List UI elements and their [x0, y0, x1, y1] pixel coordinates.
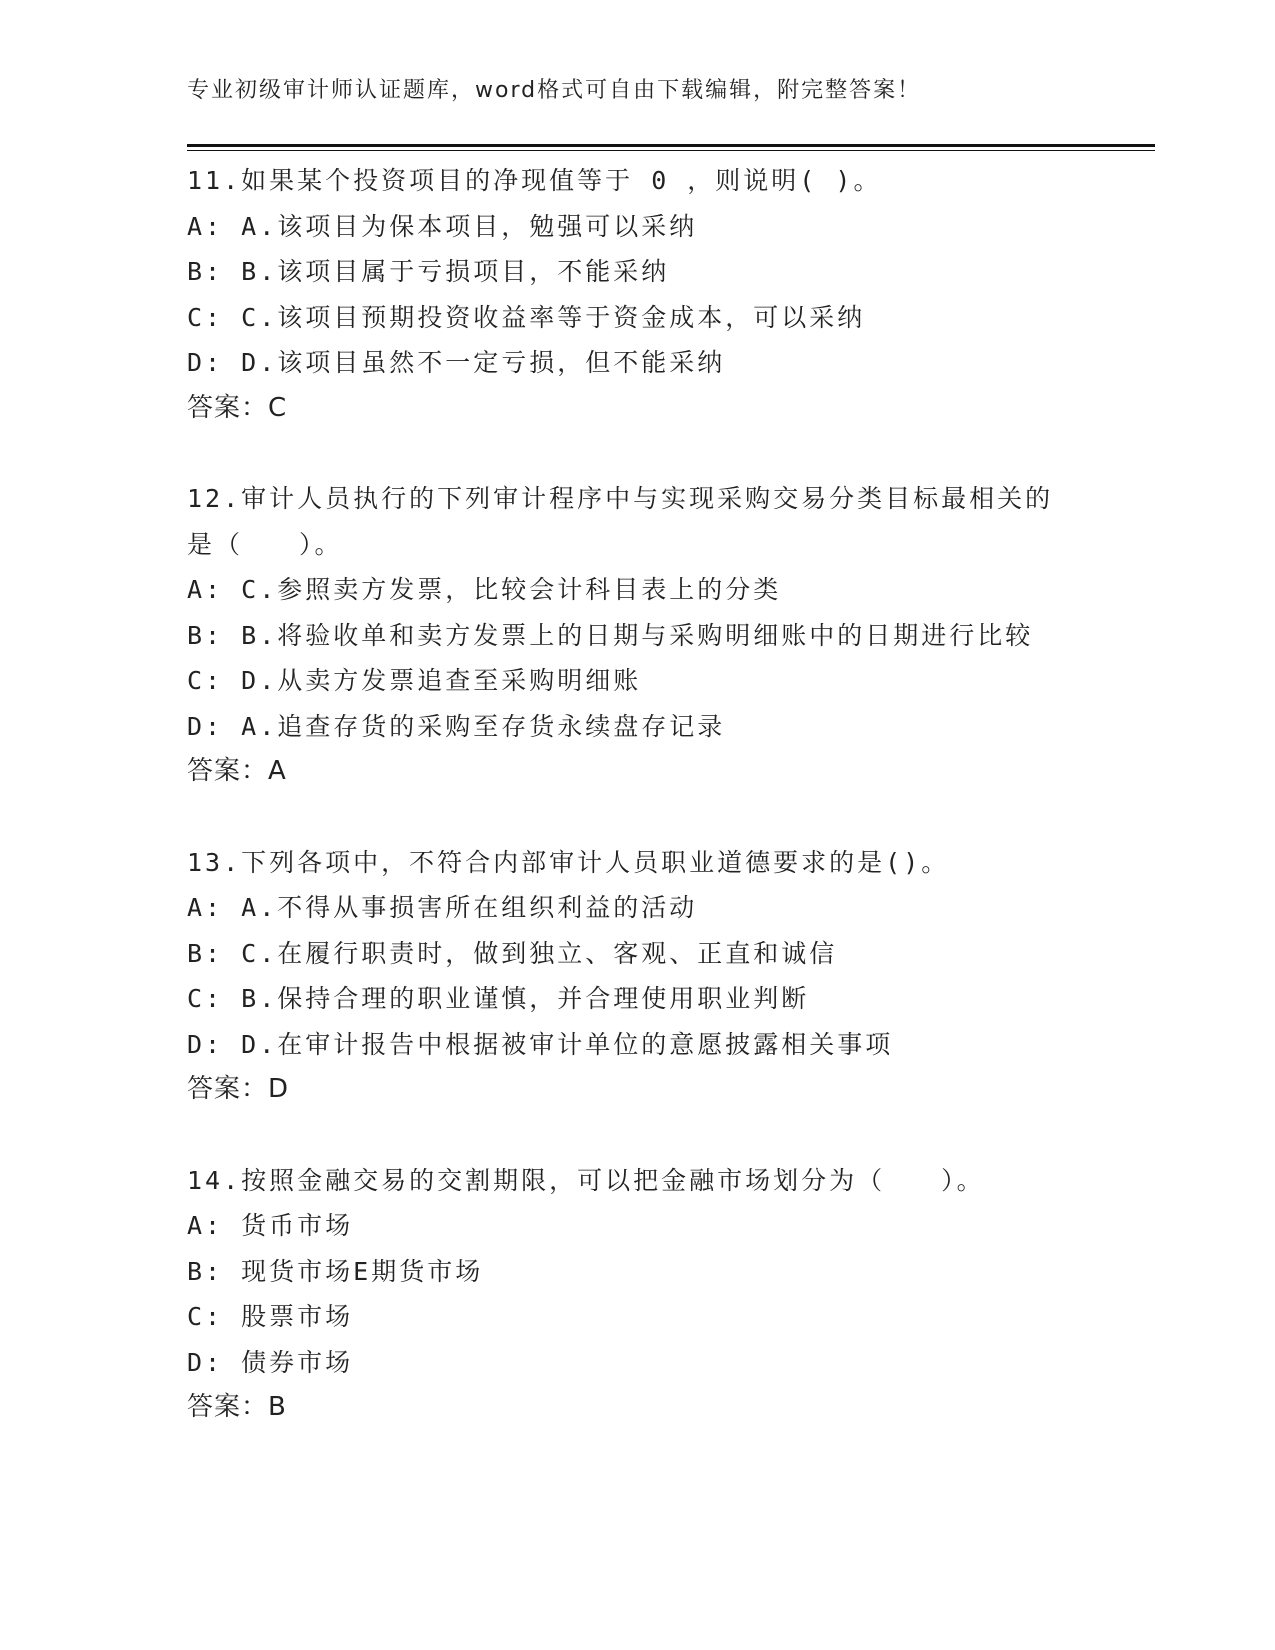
option-c: C: C.该项目预期投资收益率等于资金成本，可以采纳 — [187, 302, 866, 332]
header-divider-thin — [187, 150, 1155, 151]
option-d: D: 债券市场 — [187, 1347, 354, 1377]
question-12 — [187, 476, 1087, 795]
option-b: B: C.在履行职责时，做到独立、客观、正直和诚信 — [187, 938, 838, 968]
option-a: A: 货币市场 — [187, 1211, 354, 1240]
spacer — [187, 431, 1087, 476]
option-b: B: B.该项目属于亏损项目，不能采纳 — [187, 257, 670, 286]
question-stem: 14.按照金融交易的交割期限，可以把金融市场划分为（ ）。 — [187, 1165, 985, 1195]
header-divider-thick — [187, 144, 1155, 147]
question-stem: 13.下列各项中，不符合内部审计人员职业道德要求的是()。 — [187, 847, 950, 877]
spacer — [187, 1113, 1087, 1158]
question-stem: 12.审计人员执行的下列审计程序中与实现采购交易分类目标最相关的是（ ）。 — [187, 484, 1054, 559]
answer-label: 答案：C — [187, 392, 288, 423]
option-a: A: A.不得从事损害所在组织利益的活动 — [187, 893, 698, 922]
answer-label: 答案：D — [187, 1074, 290, 1104]
option-a: A: A.该项目为保本项目，勉强可以采纳 — [187, 211, 698, 241]
question-list — [187, 158, 1087, 1431]
spacer — [187, 795, 1087, 840]
answer-label: 答案：B — [187, 1392, 287, 1422]
option-b: B: B.将验收单和卖方发票上的日期与采购明细账中的日期进行比较 — [187, 620, 1034, 650]
answer-label: 答案：A — [187, 756, 287, 786]
question-14 — [187, 1158, 1087, 1431]
option-d: D: D.在审计报告中根据被审计单位的意愿披露相关事项 — [187, 1029, 894, 1059]
option-a: A: C.参照卖方发票，比较会计科目表上的分类 — [187, 575, 782, 604]
option-d: D: D.该项目虽然不一定亏损，但不能采纳 — [187, 348, 726, 377]
question-11 — [187, 158, 1087, 431]
question-stem: 11.如果某个投资项目的净现值等于 0 ，则说明( )。 — [187, 166, 882, 195]
option-d: D: A.追查存货的采购至存货永续盘存记录 — [187, 711, 726, 741]
page-header: 专业初级审计师认证题库，word格式可自由下载编辑，附完整答案！ — [187, 78, 922, 103]
option-b: B: 现货市场E期货市场 — [187, 1256, 484, 1286]
question-13 — [187, 840, 1087, 1113]
option-c: C: B.保持合理的职业谨慎，并合理使用职业判断 — [187, 984, 810, 1013]
option-c: C: D.从卖方发票追查至采购明细账 — [187, 666, 642, 695]
option-c: C: 股票市场 — [187, 1302, 354, 1331]
